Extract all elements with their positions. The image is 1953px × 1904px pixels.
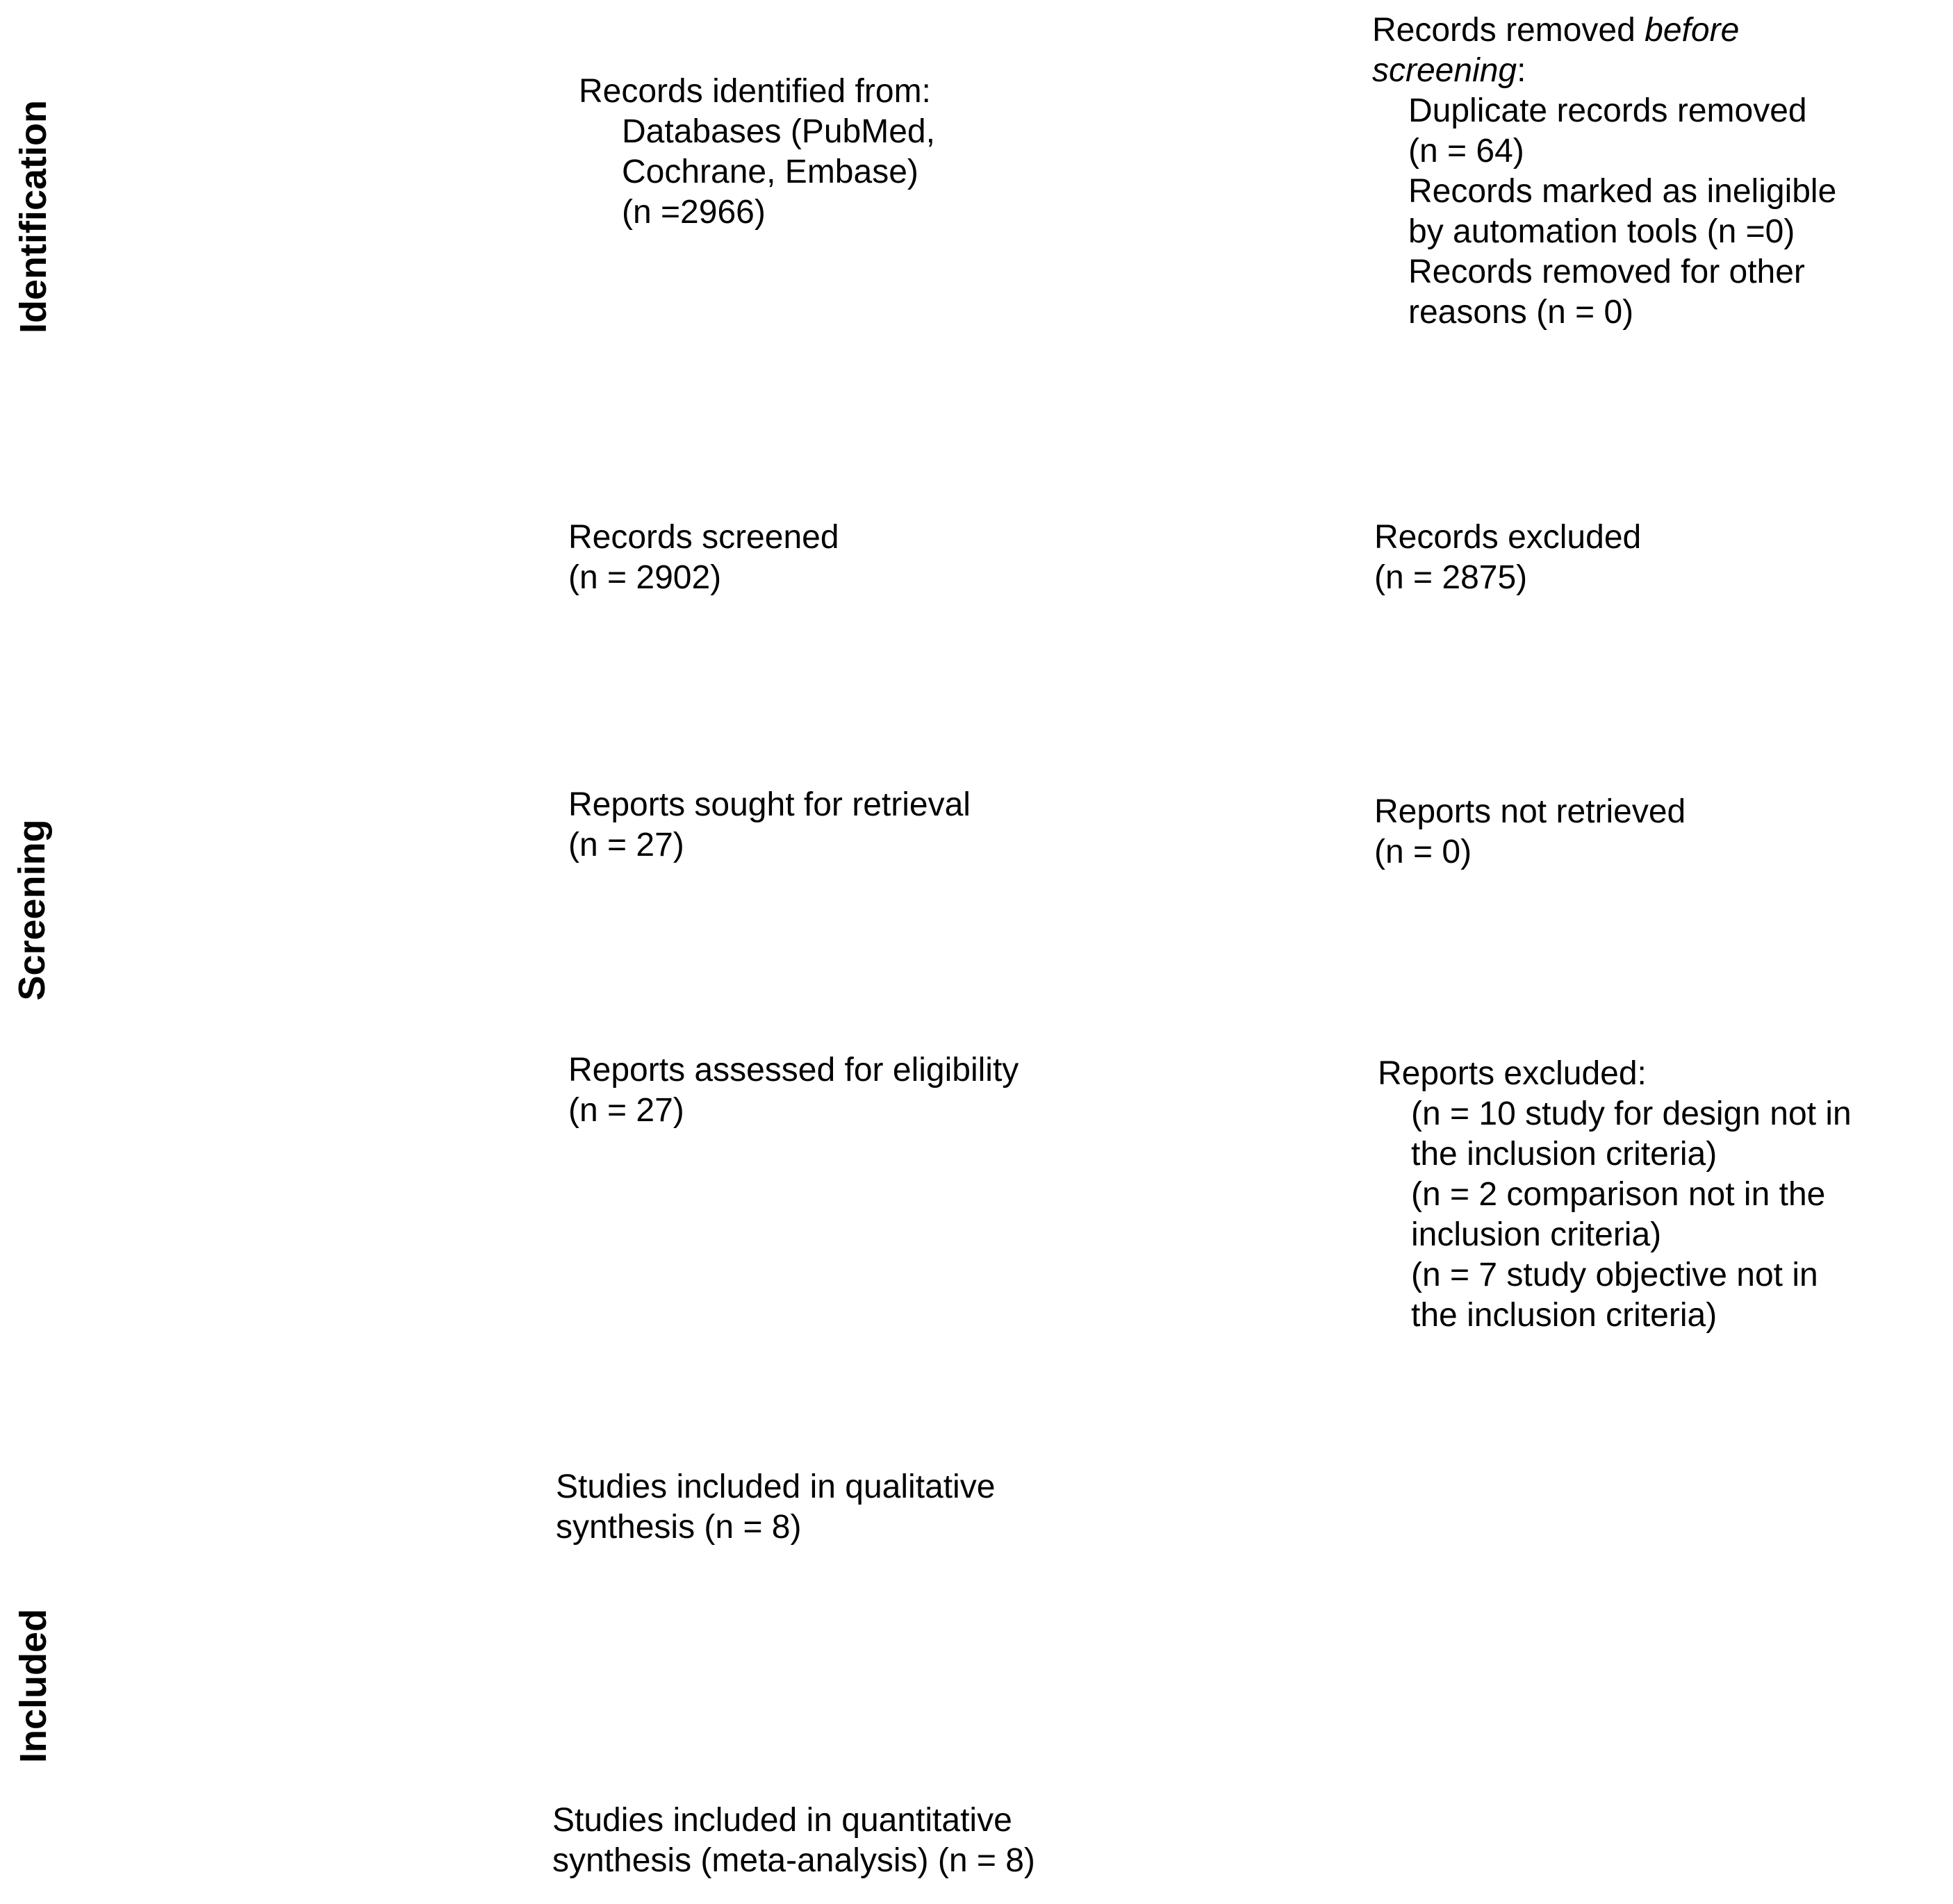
box-reports-excluded xyxy=(1378,1054,1852,1336)
stage-label-included: Included xyxy=(13,1609,54,1764)
stage-label-identification: Identification xyxy=(13,100,54,333)
box-reports-assessed xyxy=(568,1050,1019,1131)
reports-excluded-title: Reports excluded: xyxy=(1378,1055,1647,1092)
records-removed-detail: Records marked as ineligible xyxy=(1408,173,1837,210)
box-quantitative-synthesis xyxy=(552,1800,1035,1881)
quantitative-count: synthesis (meta-analysis) (n = 8) xyxy=(552,1842,1035,1879)
records-excluded-title: Records excluded xyxy=(1374,519,1642,556)
box-reports-not-retrieved xyxy=(1374,792,1686,872)
box-reports-sought xyxy=(568,785,971,866)
reports-not-retrieved-count: (n = 0) xyxy=(1374,834,1472,870)
records-removed-title-regular: Records removed xyxy=(1372,12,1645,49)
records-identified-count: (n =2966) xyxy=(622,194,766,231)
records-removed-detail: Duplicate records removed xyxy=(1408,92,1807,129)
reports-assessed-count: (n = 27) xyxy=(568,1092,684,1129)
box-records-removed xyxy=(1372,10,1836,333)
records-screened-title: Records screened xyxy=(568,519,839,556)
records-removed-title-line1 xyxy=(1372,10,1836,51)
records-excluded-count: (n = 2875) xyxy=(1374,559,1528,596)
reports-not-retrieved-title: Reports not retrieved xyxy=(1374,793,1686,830)
records-removed-title-line2-italic: screening xyxy=(1372,52,1517,89)
box-records-excluded xyxy=(1374,518,1641,598)
quantitative-line: Studies included in quantitative xyxy=(552,1802,1012,1839)
reports-excluded-detail: (n = 10 study for design not in xyxy=(1411,1095,1852,1132)
reports-sought-title: Reports sought for retrieval xyxy=(568,786,971,823)
reports-excluded-detail: (n = 2 comparison not in the xyxy=(1411,1176,1826,1213)
box-records-screened xyxy=(568,518,839,598)
records-removed-title-line2 xyxy=(1372,51,1836,91)
reports-assessed-title: Reports assessed for eligibility xyxy=(568,1052,1019,1088)
qualitative-count: synthesis (n = 8) xyxy=(556,1509,802,1546)
records-identified-detail: Cochrane, Embase) xyxy=(622,154,918,190)
stage-label-screening: Screening xyxy=(11,819,53,1001)
records-removed-detail: by automation tools (n =0) xyxy=(1408,213,1795,250)
records-removed-title-colon: : xyxy=(1517,52,1526,89)
box-qualitative-synthesis xyxy=(556,1467,995,1548)
reports-excluded-detail: the inclusion criteria) xyxy=(1411,1297,1717,1334)
reports-excluded-detail: (n = 7 study objective not in xyxy=(1411,1257,1818,1293)
records-screened-count: (n = 2902) xyxy=(568,559,722,596)
box-records-identified xyxy=(579,72,935,233)
qualitative-line: Studies included in qualitative xyxy=(556,1468,996,1505)
records-removed-detail: Records removed for other xyxy=(1408,254,1805,290)
records-identified-title: Records identified from: xyxy=(579,73,931,110)
records-identified-detail: Databases (PubMed, xyxy=(622,113,935,150)
records-removed-detail: (n = 64) xyxy=(1408,133,1524,169)
reports-excluded-detail: inclusion criteria) xyxy=(1411,1216,1662,1253)
reports-sought-count: (n = 27) xyxy=(568,827,684,863)
records-removed-detail: reasons (n = 0) xyxy=(1408,294,1634,331)
records-removed-title-italic: before xyxy=(1645,12,1740,49)
reports-excluded-detail: the inclusion criteria) xyxy=(1411,1136,1717,1173)
